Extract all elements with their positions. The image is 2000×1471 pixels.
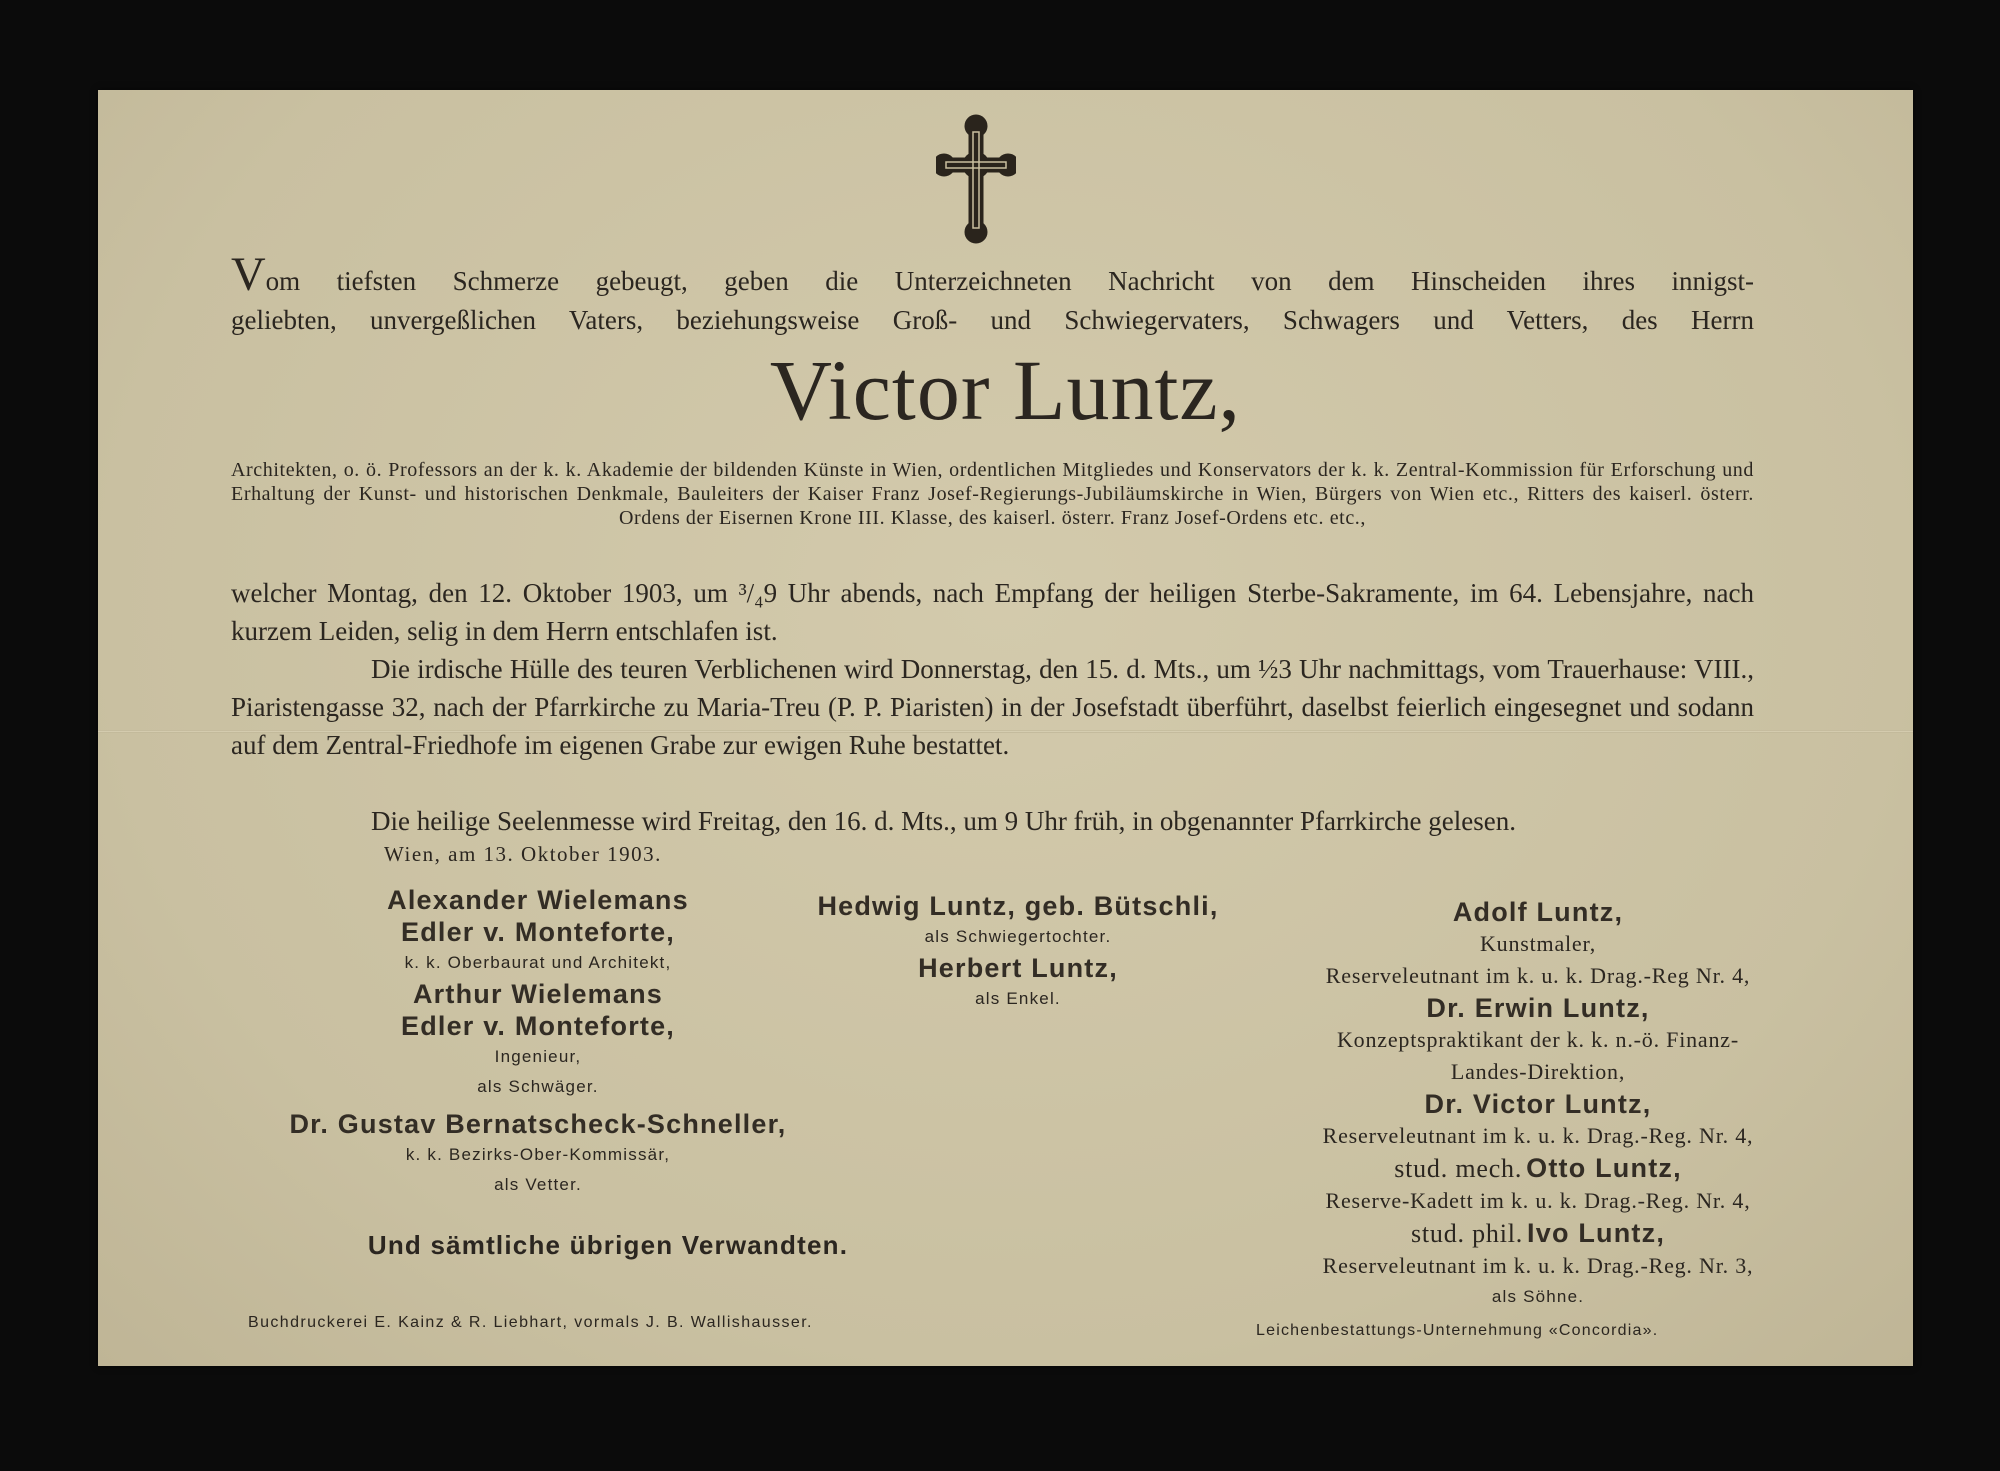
mourner-relation: als Schwäger. [477, 1077, 599, 1096]
mourner-role: Ingenieur, [494, 1047, 582, 1066]
undertaker-imprint: Leichenbestattungs-Unternehmung «Concordia». [1256, 1322, 1659, 1339]
mourner-name: Dr. Erwin Luntz, [1426, 993, 1650, 1023]
mourner-role: Konzeptspraktikant der k. k. n.-ö. Finanz- [1336, 1027, 1739, 1052]
drop-cap: V [231, 248, 266, 301]
mourner-name: Ivo Luntz, [1527, 1218, 1666, 1248]
mourner-name: Adolf Luntz, [1452, 897, 1624, 927]
death-notice-card [98, 90, 1913, 1366]
mourner-role: Reserveleutnant im k. u. k. Drag.-Reg. Nr. 3, [1322, 1253, 1754, 1278]
mourner-prefix: stud. mech. [1394, 1154, 1523, 1183]
deceased-name: Victor Luntz, [769, 342, 1242, 438]
mourner-name: Dr. Victor Luntz, [1424, 1089, 1652, 1119]
mourner-name: Hedwig Luntz, geb. Bütschli, [817, 891, 1219, 921]
mourner-role: Reserveleutnant im k. u. k. Drag.-Reg Nr. 4, [1325, 963, 1751, 988]
deceased-titles: Architekten, o. ö. Professors an der k. k. Akademie der bildenden Künste in Wien, ordentlichen Mitgliedes und Konservators der k. k. Zentral-Kommission für Erforschung und Erhaltung der Kunst- und historischen Denkmale, Bauleiters der Kaiser Franz Josef-Regierungs-Jubiläumskirche in Wien, Bürgers von Wien etc., Ritters des kaiserl. österr. Ordens der Eisernen Krone III. Klasse, des kaiserl. österr. Franz Josef-Ordens etc. etc., [231, 459, 1754, 529]
intro-line-1: Vom tiefsten Schmerze gebeugt, geben die Unterzeichneten Nachricht von dem Hinscheiden ihres innigst- [231, 248, 1754, 301]
mourner-role: Reserve-Kadett im k. u. k. Drag.-Reg. Nr. 4, [1325, 1188, 1751, 1213]
closing-line: Und sämtliche übrigen Verwandten. [367, 1230, 849, 1260]
death-paragraph: welcher Montag, den 12. Oktober 1903, um ³/₄9 Uhr abends, nach Empfang der heiligen Sterbe-Sakramente, im 64. Lebensjahre, nach kurzem Leiden, selig in dem Herrn entschlafen ist. [231, 578, 1754, 646]
mourner-role: k. k. Oberbaurat und Architekt, [404, 953, 672, 972]
intro-line-2: geliebten, unvergeßlichen Vaters, beziehungsweise Groß- und Schwiegervaters, Schwagers und Vetters, des Herrn [231, 305, 1754, 335]
mourner-name-line [1248, 1217, 1828, 1250]
mourner-name: Alexander Wielemans [387, 885, 689, 915]
mourners-column-right [1248, 896, 1828, 1312]
mourner-role: Landes-Direktion, [1450, 1059, 1626, 1084]
mourner-name: Dr. Gustav Bernatscheck-Schneller, [289, 1109, 787, 1139]
mourner-name: Edler v. Monteforte, [400, 1011, 676, 1041]
mourner-name: Otto Luntz, [1526, 1153, 1682, 1183]
place-date: Wien, am 13. Oktober 1903. [384, 842, 662, 866]
mourner-role: Kunstmaler, [1479, 931, 1597, 956]
mourners-column-middle [748, 890, 1288, 1014]
mourner-name: Herbert Luntz, [918, 953, 1118, 983]
mourner-name-line [1248, 1152, 1828, 1185]
mourner-name: Edler v. Monteforte, [400, 917, 676, 947]
cross-icon [936, 114, 1016, 244]
mourner-role: k. k. Bezirks-Ober-Kommissär, [405, 1145, 671, 1164]
mourner-relation: als Söhne. [1491, 1287, 1585, 1306]
burial-paragraph: Die irdische Hülle des teuren Verblichenen wird Donnerstag, den 15. d. Mts., um ½3 Uhr nachmittags, vom Trauerhause: VIII., Piaristengasse 32, nach der Pfarrkirche zu Maria-Treu (P. P. Piaristen) in der Josefstadt überführt, daselbst feierlich eingesegnet und sodann auf dem Zentral-Friedhofe im eigenen Grabe zur ewigen Ruhe bestattet. [231, 654, 1754, 760]
mourners-column-left [258, 884, 818, 1200]
mourner-prefix: stud. phil. [1410, 1219, 1524, 1248]
mourner-name: Arthur Wielemans [412, 979, 663, 1009]
requiem-paragraph: Die heilige Seelenmesse wird Freitag, den 16. d. Mts., um 9 Uhr früh, in obgenannter Pfarrkirche gelesen. [371, 806, 1516, 836]
mourner-relation: als Schwiegertochter. [924, 927, 1112, 946]
mourner-relation: als Vetter. [494, 1175, 582, 1194]
mourner-relation: als Enkel. [975, 989, 1061, 1008]
mourner-role: Reserveleutnant im k. u. k. Drag.-Reg. Nr. 4, [1322, 1123, 1754, 1148]
printer-imprint: Buchdruckerei E. Kainz & R. Liebhart, vormals J. B. Wallishausser. [248, 1314, 813, 1331]
